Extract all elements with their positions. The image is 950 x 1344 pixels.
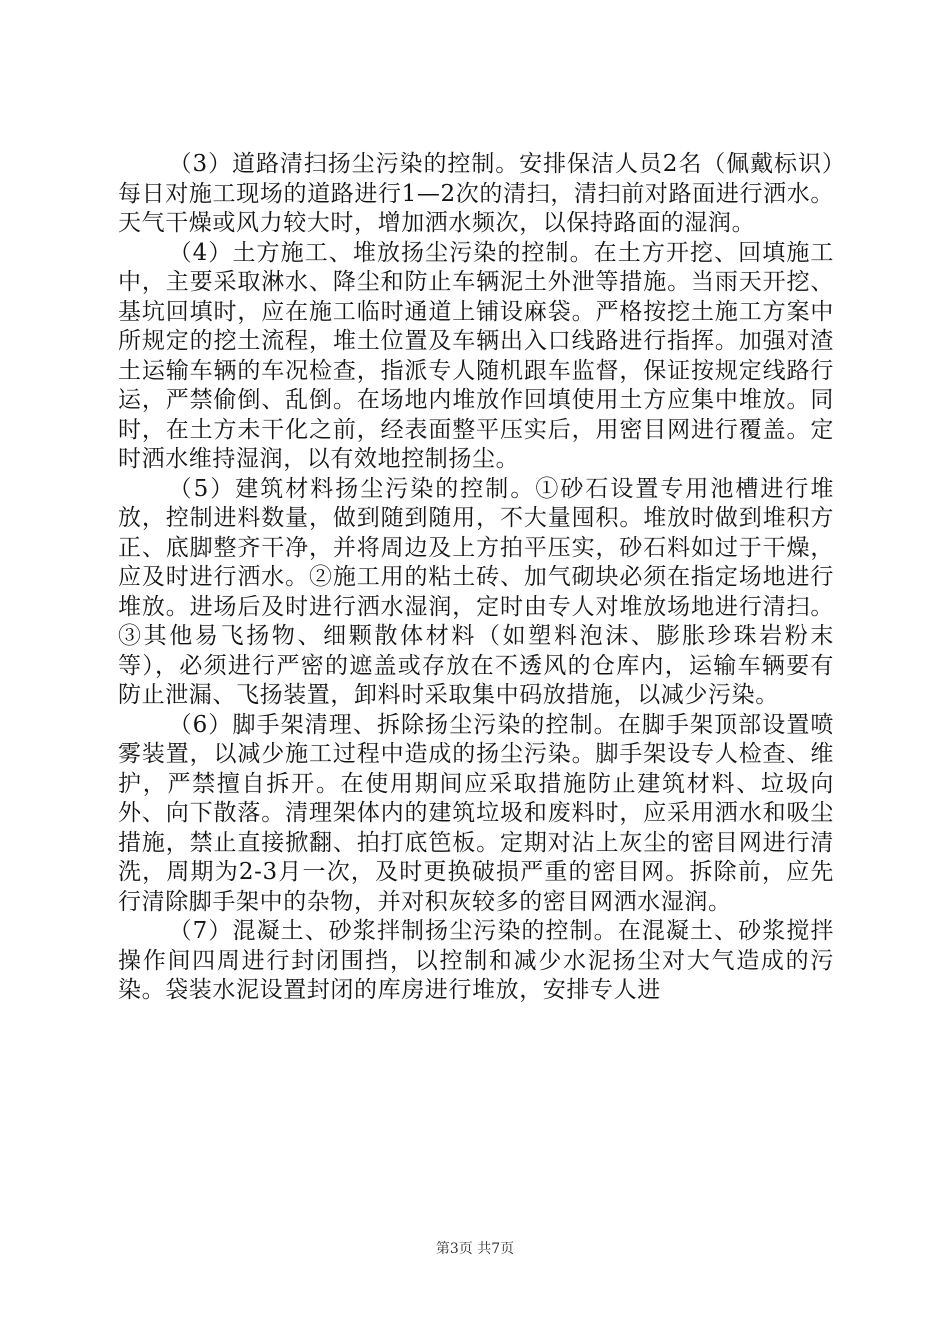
paragraph-building-materials: （5）建筑材料扬尘污染的控制。①砂石设置专用池槽进行堆放，控制进料数量，做到随到随用，不大量囤积。堆放时做到堆积方正、底脚整齐干净，并将周边及上方拍平压实，砂石料如过于干燥，应及时进行洒水。②施工用的粘土砖、加气砌块必须在指定场地进行堆放。进场后及时进行洒水湿润，定时由专人对堆放场地进行清扫。③其他易飞扬物、细颗散体材料（如塑料泡沫、膨胀珍珠岩粉末等），必须进行严密的遮盖或存放在不透风的仓库内，运输车辆要有防止泄漏、飞扬装置，卸料时采取集中码放措施，以减少污染。 <box>118 475 834 708</box>
page-number-footer: 第3页 共7页 <box>435 1241 515 1257</box>
paragraph-earthwork: （4）土方施工、堆放扬尘污染的控制。在土方开挖、回填施工中，主要采取淋水、降尘和防止车辆泥土外泄等措施。当雨天开挖、基坑回填时，应在施工临时通道上铺设麻袋。严格按挖土施工方案中所规定的挖土流程，堆土位置及车辆出入口线路进行指挥。加强对渣土运输车辆的车况检查，指派专人随机跟车监督，保证按规定线路行运，严禁偷倒、乱倒。在场地内堆放作回填使用土方应集中堆放。同时，在土方未干化之前，经表面整平压实后，用密目网进行覆盖。定时洒水维持湿润，以有效地控制扬尘。 <box>118 239 834 472</box>
document-body <box>118 150 834 1006</box>
paragraph-scaffolding: （6）脚手架清理、拆除扬尘污染的控制。在脚手架顶部设置喷雾装置，以减少施工过程中造成的扬尘污染。脚手架设专人检查、维护，严禁擅自拆开。在使用期间应采取措施防止建筑材料、垃圾向外、向下散落。清理架体内的建筑垃圾和废料时，应采用洒水和吸尘措施，禁止直接掀翻、拍打底笆板。定期对沾上灰尘的密目网进行清洗，周期为2-3月一次，及时更换破损严重的密目网。拆除前，应先行清除脚手架中的杂物，并对积灰较多的密目网洒水湿润。 <box>118 711 834 915</box>
paragraph-road-sweeping: （3）道路清扫扬尘污染的控制。安排保洁人员2名（佩戴标识）每日对施工现场的道路进行1—2次的清扫，清扫前对路面进行洒水。天气干燥或风力较大时，增加洒水频次，以保持路面的湿润。 <box>118 151 834 236</box>
paragraph-concrete-mortar: （7）混凝土、砂浆拌制扬尘污染的控制。在混凝土、砂浆搅拌操作间四周进行封闭围挡，以控制和减少水泥扬尘对大气造成的污染。袋装水泥设置封闭的库房进行堆放，安排专人进 <box>118 918 834 1003</box>
